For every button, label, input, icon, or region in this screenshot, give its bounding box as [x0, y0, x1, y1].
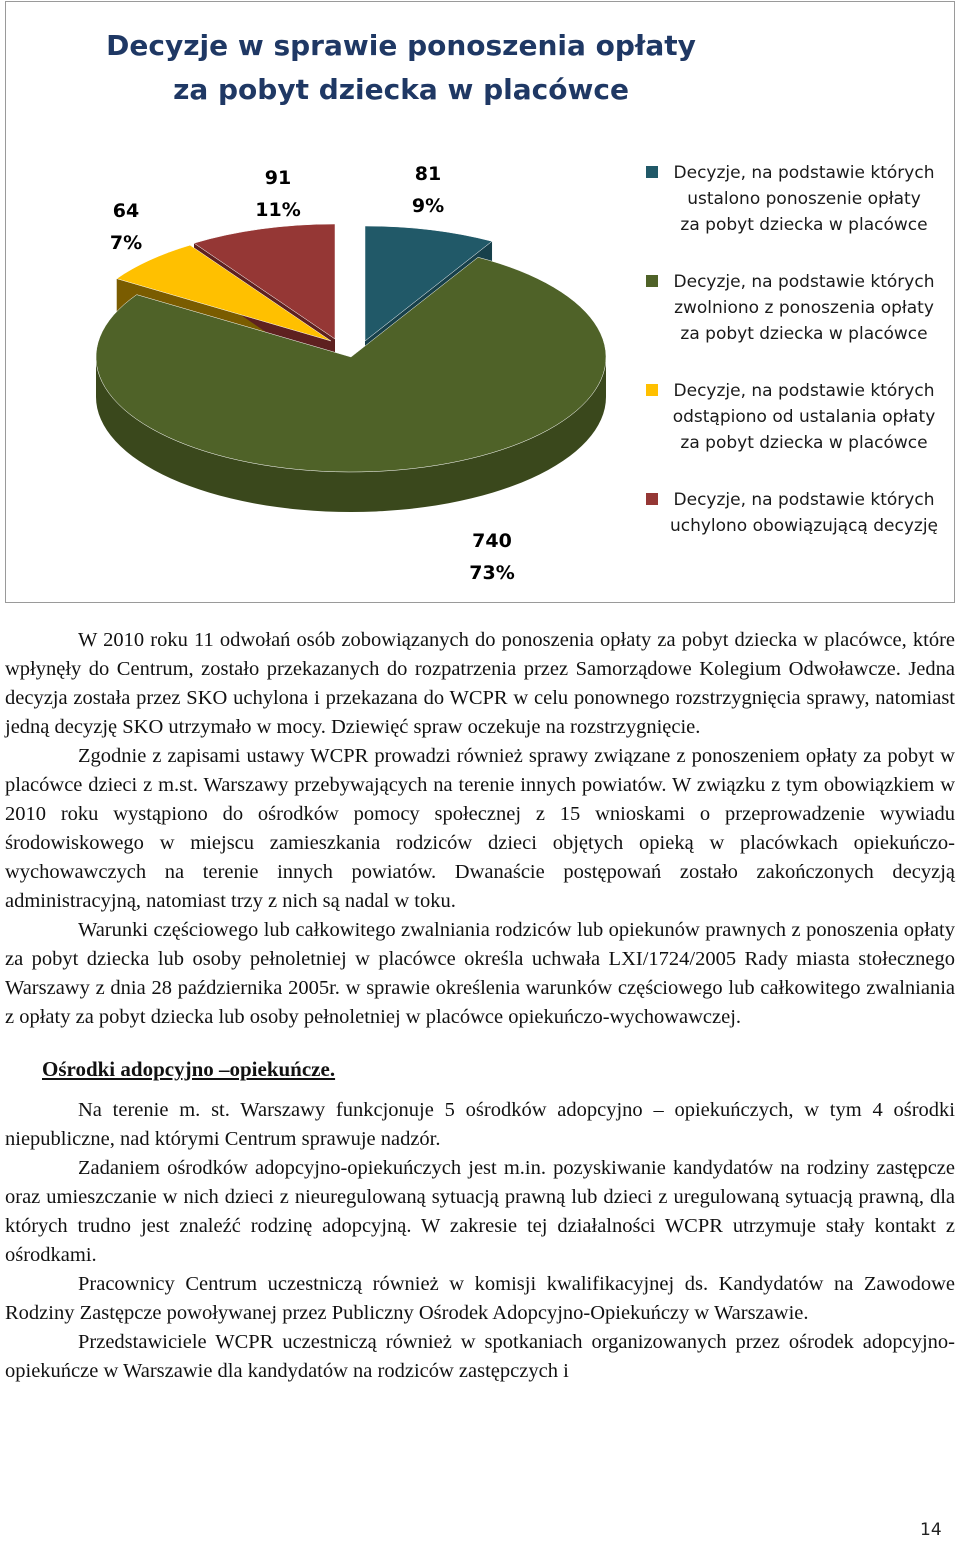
legend-swatch-ustalono: [646, 166, 658, 178]
chart-title-line-2: za pobyt dziecka w placówce: [173, 73, 629, 106]
data-label-percent-ustalono: 9%: [411, 195, 445, 217]
paragraph-odwolania: W 2010 roku 11 odwołań osób zobowiązanych do ponoszenia opłaty za pobyt dziecka w placówce, które wpłynęły do Centrum, zostało przekazanych do rozpatrzenia przez Samorządowe Kolegium Odwoławcze. Jedna decyzja została przez SKO uchylona i przekazana do WCPR w celu ponownego rozstrzygnięcia sprawy, natomiast jedną decyzję SKO utrzymało w mocy. Dziewięć spraw oczekuje na rozstrzygnięcie.: [5, 629, 955, 738]
paragraph-inne-powiaty: Zgodnie z zapisami ustawy WCPR prowadzi również sprawy związane z ponoszeniem opłaty za pobyt w placówce dzieci z m.st. Warszawy przebywających na terenie innych powiatów. W związku z tym obowiązkiem w 2010 roku wystąpiono do ośrodków pomocy społecznej z 15 wnioskami o przeprowadzenie wywiadu środowiskowego w miejscu zamieszkania rodziców dzieci objętych opieką w placówkach opiekuńczo-wychowawczych na terenie innych powiatów. Dwanaście postępowań zostało zakończonych decyzją administracyjną, natomiast trzy z nich są nadal w toku.: [5, 745, 955, 912]
paragraph-osrodki-liczba: Na terenie m. st. Warszawy funkcjonuje 5 ośrodków adopcyjno – opiekuńczych, w tym 4 ośrodki niepubliczne, nad którymi Centrum sprawuje nadzór.: [5, 1099, 955, 1150]
chart-container: [5, 1, 955, 603]
data-label-percent-zwolniono: 73%: [469, 562, 515, 584]
legend-label-zwolniono: Decyzje, na podstawie których zwolniono z ponoszenia opłaty za pobyt dziecka w placówce: [673, 272, 935, 344]
data-label-value-ustalono: 81: [414, 163, 442, 185]
paragraph-zadania-osrodkow: Zadaniem ośrodków adopcyjno-opiekuńczych jest m.in. pozyskiwanie kandydatów na rodziny zastępcze oraz umieszczanie w nich dzieci z nieuregulowaną sytuacją prawną lub dzieci z uregulowaną sytuacją prawną, dla których trudno jest znaleźć rodzinę adopcyjną. W zakresie tej działalności WCPR utrzymuje stały kontakt z ośrodkami.: [5, 1157, 955, 1266]
legend-label-uchylono: Decyzje, na podstawie których uchylono obowiązującą decyzję: [669, 490, 939, 536]
data-label-value-odstapiono: 64: [112, 200, 140, 222]
chart-title-line-1: Decyzje w sprawie ponoszenia opłaty: [106, 29, 696, 62]
legend-label-ustalono: Decyzje, na podstawie których ustalono ponoszenie opłaty za pobyt dziecka w placówce: [673, 163, 935, 235]
legend-swatch-uchylono: [646, 493, 658, 505]
section-heading: Ośrodki adopcyjno –opiekuńcze.: [42, 1057, 336, 1081]
data-label-value-zwolniono: 740: [472, 530, 512, 552]
pie-chart: [6, 2, 646, 602]
paragraph-warunki-zwalniania: Warunki częściowego lub całkowitego zwalniania rodziców lub opiekunów prawnych z ponoszenia opłaty za pobyt dziecka lub osoby pełnoletniej w placówce określa uchwała LXI/1724/2005 Rady miasta stołecznego Warszawy z dnia 28 października 2005r. w sprawie określenia warunków częściowego lub całkowitego zwalniania z opłaty za pobyt dziecka lub osoby pełnoletniej w placówce opiekuńczo-wychowawczej.: [5, 919, 955, 1028]
legend-label-odstapiono: Decyzje, na podstawie których odstąpiono od ustalania opłaty za pobyt dziecka w placówce: [672, 381, 936, 453]
data-label-value-uchylono: 91: [264, 167, 292, 189]
document-body: [5, 626, 955, 1386]
legend-swatch-zwolniono: [646, 275, 658, 287]
paragraph-spotkania: Przedstawiciele WCPR uczestniczą również w spotkaniach organizowanych przez ośrodek adopcyjno-opiekuńcze w Warszawie dla kandydatów na rodziców zastępczych i: [5, 1331, 955, 1382]
data-label-percent-uchylono: 11%: [255, 199, 301, 221]
page-number: 14: [920, 1520, 942, 1540]
paragraph-komisja: Pracownicy Centrum uczestniczą również w komisji kwalifikacyjnej ds. Kandydatów na Zawodowe Rodziny Zastępcze powoływanej przez Publiczny Ośrodek Adopcyjno-Opiekuńczy w Warszawie.: [5, 1273, 955, 1324]
legend-swatch-odstapiono: [646, 384, 658, 396]
data-label-percent-odstapiono: 7%: [109, 232, 143, 254]
